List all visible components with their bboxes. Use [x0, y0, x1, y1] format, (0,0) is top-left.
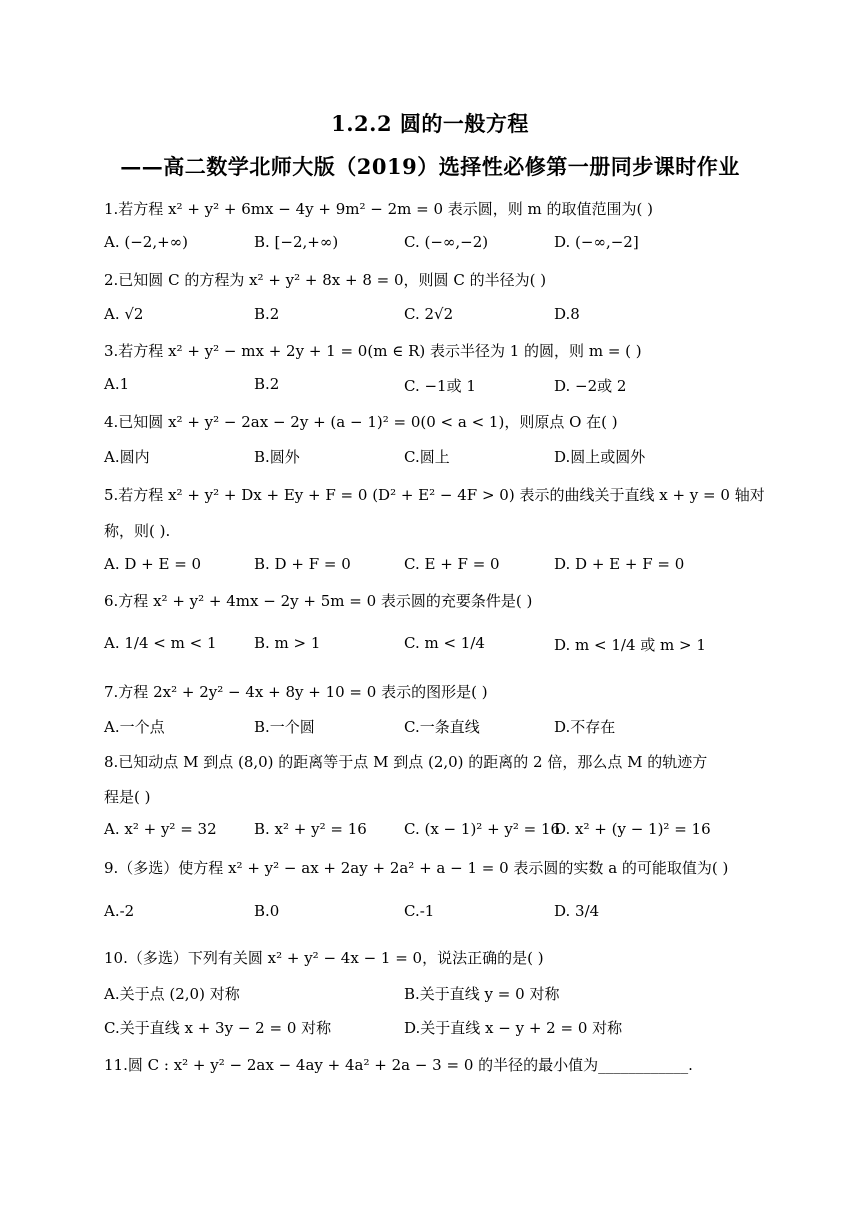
page-subtitle: ——高二数学北师大版（2019）选择性必修第一册同步课时作业 — [120, 154, 740, 179]
question-7-stem: 7.方程 2x² + 2y² − 4x + 8y + 10 = 0 表示的图形是( ) — [104, 683, 488, 701]
option-a: A. (−2,+∞) — [104, 233, 189, 251]
option-b: B. m > 1 — [254, 634, 321, 652]
option-d: D. (−∞,−2] — [554, 233, 639, 251]
option-b: B.2 — [254, 375, 280, 393]
option-b: B. D + F = 0 — [254, 555, 351, 573]
question-3-stem: 3.若方程 x² + y² − mx + 2y + 1 = 0(m ∈ R) 表示半径为 1 的圆，则 m = ( ) — [104, 342, 642, 360]
option-c: C. E + F = 0 — [404, 555, 500, 573]
option-c: C. −1或 1 — [404, 377, 476, 395]
option-b: B.圆外 — [254, 448, 300, 466]
option-d: D. x² + (y − 1)² = 16 — [554, 820, 711, 838]
option-a: A.1 — [104, 375, 130, 393]
option-d: D.8 — [554, 305, 580, 323]
question-8-options — [104, 820, 764, 844]
option-c: C. 2√2 — [404, 305, 454, 323]
option-b: B.一个圆 — [254, 718, 315, 736]
question-2-stem: 2.已知圆 C 的方程为 x² + y² + 8x + 8 = 0，则圆 C 的半径为( ) — [104, 271, 547, 289]
option-b: B. x² + y² = 16 — [254, 820, 367, 838]
option-c: C.-1 — [404, 902, 435, 920]
option-d: D. −2或 2 — [554, 377, 627, 395]
question-10-options-row1 — [104, 983, 764, 1007]
option-d: D. D + E + F = 0 — [554, 555, 685, 573]
question-5-stem: 5.若方程 x² + y² + Dx + Ey + F = 0 (D² + E² − 4F > 0) 表示的曲线关于直线 x + y = 0 轴对 — [104, 486, 765, 504]
question-2-options — [104, 305, 764, 329]
question-4-stem: 4.已知圆 x² + y² − 2ax − 2y + (a − 1)² = 0(0 < a < 1)，则原点 O 在( ) — [104, 413, 618, 431]
option-b: B. [−2,+∞) — [254, 233, 339, 251]
option-b: B.0 — [254, 902, 280, 920]
option-d: D.不存在 — [554, 718, 616, 736]
option-d: D.圆上或圆外 — [554, 448, 646, 466]
page-title: 1.2.2 圆的一般方程 — [331, 111, 529, 136]
question-10-stem: 10.（多选）下列有关圆 x² + y² − 4x − 1 = 0，说法正确的是( ) — [104, 949, 544, 967]
question-7-options — [104, 716, 764, 740]
option-a: A. 1/4 < m < 1 — [104, 634, 217, 652]
option-c: C. (x − 1)² + y² = 16 — [404, 820, 561, 838]
question-6-options — [104, 634, 764, 658]
question-5-stem-continued: 称，则( ). — [104, 522, 171, 540]
option-a: A. √2 — [104, 305, 144, 323]
question-5-options — [104, 555, 764, 579]
question-11-stem: 11.圆 C : x² + y² − 2ax − 4ay + 4a² + 2a − 3 = 0 的半径的最小值为____________. — [104, 1056, 693, 1074]
question-10-options-row2 — [104, 1017, 764, 1041]
option-a: A.-2 — [104, 902, 135, 920]
question-3-options — [104, 375, 764, 399]
question-4-options — [104, 446, 764, 470]
question-6-stem: 6.方程 x² + y² + 4mx − 2y + 5m = 0 表示圆的充要条件是( ) — [104, 592, 533, 610]
option-d: D. m < 1/4 或 m > 1 — [554, 636, 706, 654]
option-a: A. x² + y² = 32 — [104, 820, 217, 838]
option-c: C.圆上 — [404, 448, 450, 466]
option-c: C.一条直线 — [404, 718, 480, 736]
question-1-stem: 1.若方程 x² + y² + 6mx − 4y + 9m² − 2m = 0 表示圆，则 m 的取值范围为( ) — [104, 200, 654, 218]
option-a: A.关于点 (2,0) 对称 — [104, 985, 240, 1003]
option-b: B.2 — [254, 305, 280, 323]
question-9-options — [104, 902, 764, 926]
option-d: D.关于直线 x − y + 2 = 0 对称 — [404, 1019, 623, 1037]
option-c: C. (−∞,−2) — [404, 233, 489, 251]
option-d: D. 3/4 — [554, 902, 600, 920]
question-8-stem-continued: 程是( ) — [104, 788, 151, 806]
question-8-stem: 8.已知动点 M 到点 (8,0) 的距离等于点 M 到点 (2,0) 的距离的 2 倍，那么点 M 的轨迹方 — [104, 753, 708, 771]
option-a: A.圆内 — [104, 448, 150, 466]
option-a: A.一个点 — [104, 718, 165, 736]
option-a: A. D + E = 0 — [104, 555, 202, 573]
question-1-options — [104, 233, 764, 257]
option-c: C.关于直线 x + 3y − 2 = 0 对称 — [104, 1019, 332, 1037]
option-b: B.关于直线 y = 0 对称 — [404, 985, 560, 1003]
option-c: C. m < 1/4 — [404, 634, 485, 652]
question-9-stem: 9.（多选）使方程 x² + y² − ax + 2ay + 2a² + a − 1 = 0 表示圆的实数 a 的可能取值为( ) — [104, 859, 729, 877]
